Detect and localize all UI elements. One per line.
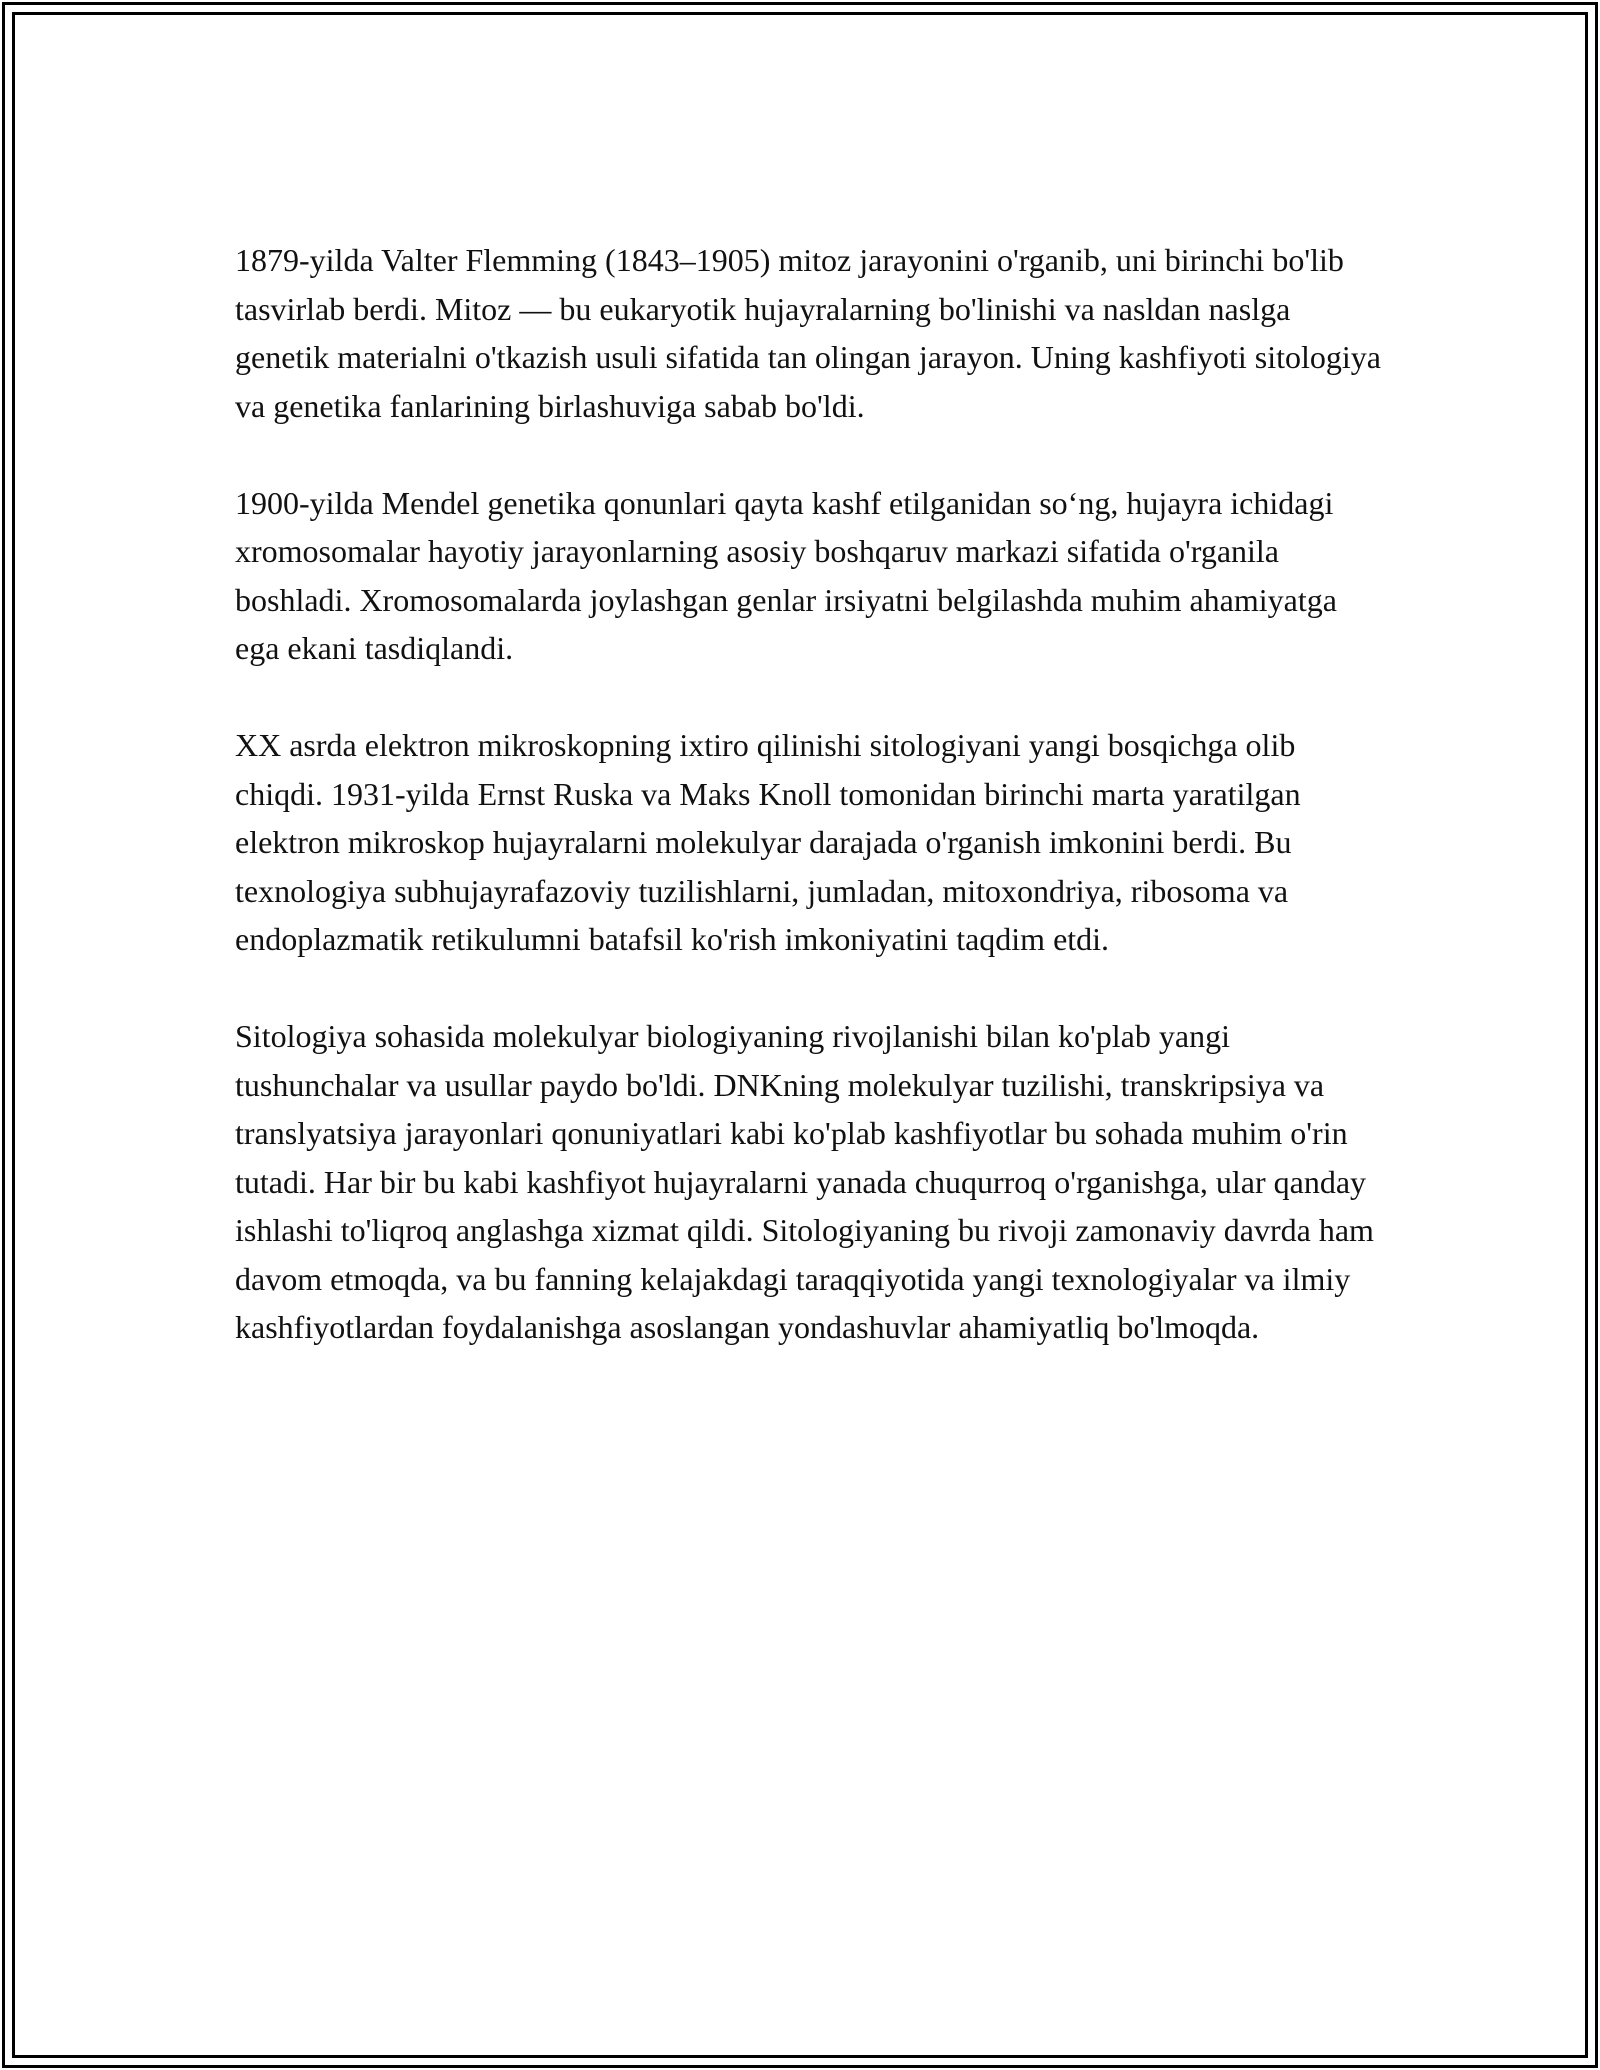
- paragraph-molecular-biology: Sitologiya sohasida molekulyar biologiyaning rivojlanishi bilan ko'plab yangi tushunchalar va usullar paydo bo'ldi. DNKning molekulyar tuzilishi, transkripsiya va translyatsiya jarayonlari qonuniyatlari kabi ko'plab kashfiyotlar bu sohada muhim o'rin tutadi. Har bir bu kabi kashfiyot hujayralarni yanada chuqurroq o'rganishga, ular qanday ishlashi to'liqroq anglashga xizmat qildi. Sitologiyaning bu rivoji zamonaviy davrda ham davom etmoqda, va bu fanning kelajakdagi taraqqiyotida yangi texnologiyalar va ilmiy kashfiyotlardan foydalanishga asoslangan yondashuvlar ahamiyatliq bo'lmoqda.: [235, 1018, 1374, 1345]
- paragraph-electron-microscope: XX asrda elektron mikroskopning ixtiro qilinishi sitologiyani yangi bosqichga olib chiqdi. 1931-yilda Ernst Ruska va Maks Knoll tomonidan birinchi marta yaratilgan elektron mikroskop hujayralarni molekulyar darajada o'rganish imkonini berdi. Bu texnologiya subhujayrafazoviy tuzilishlarni, jumladan, mitoxondriya, ribosoma va endoplazmatik retikulumni batafsil ko'rish imkoniyatini taqdim etdi.: [235, 727, 1301, 957]
- paragraph-flemming-mitosis: 1879-yilda Valter Flemming (1843–1905) mitoz jarayonini o'rganib, uni birinchi bo'lib tasvirlab berdi. Mitoz — bu eukaryotik hujayralarning bo'linishi va nasldan naslga genetik materialni o'tkazish usuli sifatida tan olingan jarayon. Uning kashfiyoti sitologiya va genetika fanlarining birlashuviga sabab bo'ldi.: [235, 242, 1381, 424]
- paragraph-mendel-chromosomes: 1900-yilda Mendel genetika qonunlari qayta kashf etilganidan so‘ng, hujayra ichidagi xromosomalar hayotiy jarayonlarning asosiy boshqaruv markazi sifatida o'rganila boshladi. Xromosomalarda joylashgan genlar irsiyatni belgilashda muhim ahamiyatga ega ekani tasdiqlandi.: [235, 484, 1337, 666]
- document-body: [235, 236, 1385, 1400]
